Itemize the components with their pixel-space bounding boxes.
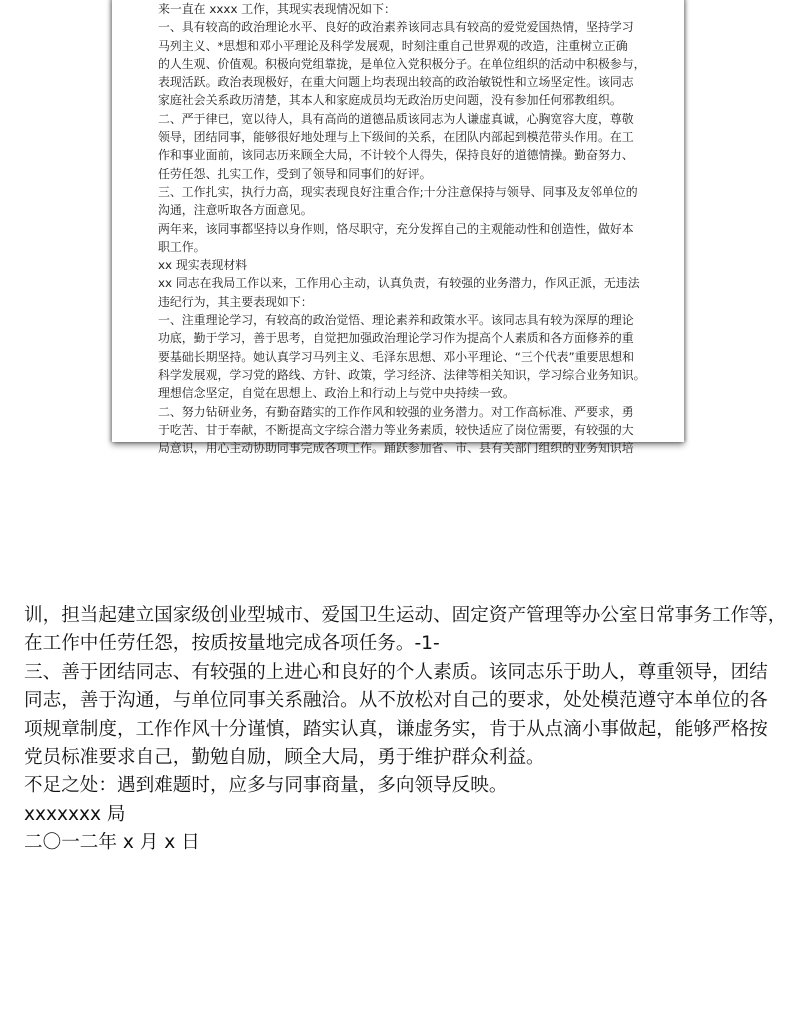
text-line: xx 同志在我局工作以来，工作用心主动，认真负责，有较强的业务潜力，作风正派，无违法: [158, 276, 640, 291]
text-line: 要基础长期坚持。她认真学习马列主义、毛泽东思想、邓小平理论、“三个代表”重要思想和: [158, 349, 635, 364]
text-line: 违纪行为，其主要表现如下：: [158, 294, 313, 309]
text-line: 作和事业面前，该同志历来顾全大局，不计较个人得失，保持良好的道德情操。勤奋努力、: [158, 148, 634, 163]
text-line: 局意识，用心主动协助同事完成各项工作。踊跃参加省、市、县有关部门组织的业务知识培: [158, 441, 634, 456]
text-line: 马列主义、*思想和邓小平理论及科学发展观，时刻注重自己世界观的改造，注重树立正确: [158, 38, 628, 53]
text-line: 二、努力钻研业务，有勤奋踏实的工作作风和较强的业务潜力。对工作高标准、严要求，勇: [158, 404, 634, 419]
text-line: 来一直在 xxxx 工作，其现实表现情况如下：: [158, 2, 396, 16]
page-preview-text: [158, 0, 646, 457]
text-line: 三、善于团结同志、有较强的上进心和良好的个人素质。该同志乐于助人，尊重领导，团结: [24, 661, 768, 683]
text-line: 理想信念坚定，自觉在思想上、政治上和行动上与党中央持续一致。: [158, 386, 515, 401]
text-line: 沟通，注意听取各方面意见。: [158, 203, 313, 218]
text-line: 同志，善于沟通，与单位同事关系融洽。从不放松对自己的要求，处处模范遵守本单位的各: [24, 690, 768, 712]
text-line: 功底，勤于学习，善于思考，自觉把加强政治理论学习作为提高个人素质和各方面修养的重: [158, 331, 634, 346]
text-line: 家庭社会关系政历清楚，其本人和家庭成员均无政治历史问题，没有参加任何邪教组织。: [158, 93, 622, 108]
document-page-preview: [112, 0, 684, 456]
text-line: 职工作。: [158, 239, 206, 254]
text-line: 领导，团结同事，能够很好地处理与上下级间的关系，在团队内部起到模范带头作用。在工: [158, 130, 634, 145]
text-line: 不足之处：遇到难题时，应多与同事商量，多向领导反映。: [24, 775, 508, 797]
text-line: 科学发展观，学习党的路线、方针、政策，学习经济、法律等相关知识，学习综合业务知识。: [158, 367, 646, 382]
text-line: 二、严于律已，宽以待人，具有高尚的道德品质该同志为人谦虚真诚，心胸宽容大度，尊敬: [158, 111, 634, 126]
text-line: 一、注重理论学习，有较高的政治觉悟、理论素养和政策水平。该同志具有较为深厚的理论: [158, 313, 634, 328]
text-line: xx 现实表现材料: [158, 258, 248, 273]
text-line: 项规章制度，工作作风十分谨慎，踏实认真，谦虚务实，肯于从点滴小事做起，能够严格按: [24, 718, 768, 740]
text-line: 表现活跃。政治表现极好，在重大问题上均表现出较高的政治敏锐性和立场坚定性。该同志: [158, 75, 634, 90]
text-line: 三、工作扎实，执行力高，现实表现良好注重合作;十分注意保持与领导、同事及友邻单位的: [158, 184, 638, 199]
text-line: 党员标准要求自己，勤勉自励，顾全大局，勇于维护群众利益。: [24, 746, 545, 768]
text-line: 两年来，该同事都坚持以身作则，恪尽职守，充分发挥自己的主观能动性和创造性，做好本: [158, 221, 634, 236]
document-body-text: [24, 602, 786, 858]
text-line: 训，担当起建立国家级创业型城市、爱国卫生运动、固定资产管理等办公室日常事务工作等，: [24, 605, 787, 626]
text-line: 一、具有较高的政治理论水平、良好的政治素养该同志具有较高的爱党爱国热情，坚持学习: [158, 20, 634, 35]
text-line: 的人生观、价值观。积极向党组靠拢，是单位入党积极分子。在单位组织的活动中积极参与，: [158, 56, 646, 71]
text-line: 在工作中任劳任怨，按质按量地完成各项任务。-1-: [24, 633, 440, 655]
text-line: xxxxxxx 局: [24, 803, 126, 825]
text-line: 二〇一二年 x 月 x 日: [24, 832, 200, 854]
text-line: 于吃苦、甘于奉献，不断提高文字综合潜力等业务素质，较快适应了岗位需要，有较强的大: [158, 422, 634, 437]
text-line: 任劳任怨、扎实工作，受到了领导和同事们的好评。: [158, 166, 432, 181]
